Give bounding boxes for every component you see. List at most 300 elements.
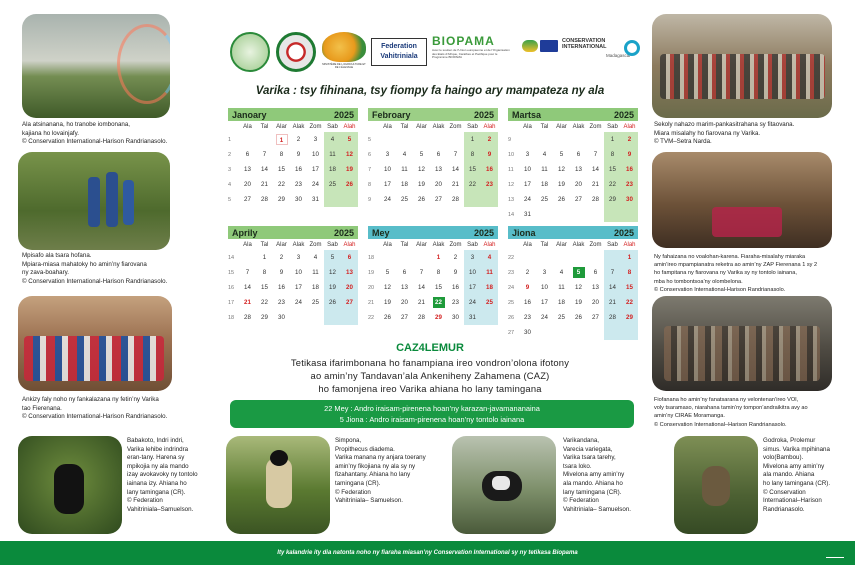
calendar-day: 23 — [486, 181, 493, 188]
calendar-day: 2 — [487, 136, 492, 143]
calendar-day: 20 — [435, 181, 442, 188]
photo-school-award — [652, 14, 832, 118]
calendar-day: 18 — [558, 299, 565, 306]
calendar-day: 18 — [401, 181, 408, 188]
calendar-day: 6 — [436, 151, 441, 158]
calendar-day: 12 — [418, 166, 425, 173]
calendar-day: 23 — [524, 314, 531, 321]
weekday-label: Zom — [449, 123, 462, 130]
calendar-day: 21 — [244, 299, 251, 306]
calendar-day: 11 — [486, 269, 493, 276]
calendar-day: 10 — [295, 269, 302, 276]
weekday-label: Alak — [572, 241, 585, 248]
calendar-day: 18 — [541, 181, 548, 188]
calendar-day: 23 — [278, 299, 285, 306]
month-name: Janoary — [232, 109, 267, 120]
week-number: 22 — [368, 314, 375, 321]
calendar-day: 27 — [401, 314, 408, 321]
calendar-day: 6 — [593, 269, 598, 276]
weekday-label: Zom — [449, 241, 462, 248]
page-title: Varika : tsy fihinana, tsy fiompy fa haingo ary mampateza ny ala — [255, 85, 605, 97]
calendar-day: 1 — [262, 254, 267, 261]
calendar-day: 28 — [592, 196, 599, 203]
weekday-label: Alak — [292, 123, 305, 130]
calendar-day: 21 — [418, 299, 425, 306]
month-year: 2025 — [333, 227, 354, 238]
calendar-day: 29 — [435, 314, 442, 321]
calendar-day: 16 — [278, 284, 285, 291]
calendar-day: 19 — [346, 166, 353, 173]
calendar-day: 11 — [329, 151, 336, 158]
calendar-week-row — [228, 265, 358, 280]
calendar-day: 27 — [244, 196, 251, 203]
calendar-day: 8 — [436, 269, 441, 276]
week-number: 9 — [368, 196, 372, 203]
weekday-label: Tal — [260, 241, 269, 248]
calendar-day — [430, 297, 447, 308]
caption-indri: Babakoto, Indri indri, Varika lehibe indrindra eran-tany. Harena sy mpikojia ny ala mando izay avokavoky ny tontolo iainana izy. Ahiana ho lany tamingana (CR). © Federation Vahitriniala–Samuelson. — [127, 437, 198, 513]
acp-flag-icon — [522, 40, 538, 52]
logo-conservation-international — [562, 38, 642, 72]
calendar-week-row — [368, 147, 498, 162]
calendar-day: 28 — [452, 196, 459, 203]
calendar-aprily — [228, 226, 358, 325]
calendar-day: 16 — [295, 166, 302, 173]
calendar-week-row — [508, 147, 638, 162]
calendar-day: 16 — [486, 166, 493, 173]
highlighted-event-day: 22 — [433, 297, 445, 308]
calendar-day: 19 — [558, 181, 565, 188]
calendar-day: 11 — [312, 269, 319, 276]
weekday-label: Alar — [556, 241, 567, 248]
calendar-day: 29 — [609, 196, 616, 203]
calendar-day: 16 — [626, 166, 633, 173]
calendar-day: 7 — [593, 151, 598, 158]
calendar-day: 22 — [261, 299, 268, 306]
calendar-week-row — [228, 310, 358, 325]
caption-teachers: Ny fahaizana no voalohan-karena. Fiaraha-misalahy miaraka amin’ireo mpampianatra reketra ao amin’ny ZAP Fierenana 1 sy 2 ho fampitana ny fiarovana ny Varika sy ny tontolo iainana, mba ho tombontsoa’ny olombelona. © Conservation International-Harison Randrianasolo. — [654, 254, 818, 293]
calendar-day: 14 — [418, 284, 425, 291]
eu-flag-icon — [540, 40, 558, 52]
weekday-label: Zom — [309, 241, 322, 248]
calendar-day: 6 — [245, 151, 250, 158]
week-number: 1 — [228, 136, 232, 143]
calendar-day: 3 — [525, 151, 530, 158]
calendar-day: 2 — [453, 254, 458, 261]
caption-forest-guards: Mpisafo ala tsara hofana. Mpiara-miasa mahatoky ho amin’ny fiarovana ny zava-boahary. © Conservation International-Harison Randrianasolo. — [22, 252, 168, 285]
weekday-header-row — [228, 121, 358, 132]
calendar-day: 24 — [524, 196, 531, 203]
calendar-day: 27 — [592, 314, 599, 321]
calendar-day: 15 — [261, 284, 268, 291]
week-number: 5 — [368, 136, 372, 143]
calendar-week-row — [368, 250, 498, 265]
calendar-day: 9 — [487, 151, 492, 158]
calendar-week-row — [228, 177, 358, 192]
weekday-label: Tal — [400, 123, 409, 130]
week-number: 9 — [508, 136, 512, 143]
calendar-day: 27 — [346, 299, 353, 306]
calendar-day: 23 — [626, 181, 633, 188]
event-biodiversity: 22 Mey : Andro iraisam-pirenena hoan’ny karazan-javamananaina — [324, 404, 540, 413]
week-number: 27 — [508, 329, 515, 336]
weekday-header-row — [368, 239, 498, 250]
photo-prolemur — [674, 436, 758, 534]
calendar-day: 6 — [402, 269, 407, 276]
calendar-day: 5 — [347, 136, 352, 143]
weekday-header-row — [228, 239, 358, 250]
calendar-day: 3 — [385, 151, 390, 158]
calendar-day: 22 — [609, 181, 616, 188]
calendar-day: 10 — [524, 166, 531, 173]
week-number: 17 — [228, 299, 235, 306]
weekday-label: Zom — [589, 241, 602, 248]
weekday-label: Alak — [292, 241, 305, 248]
signature-mark — [826, 548, 844, 558]
week-number: 10 — [508, 151, 515, 158]
calendar-week-row — [508, 192, 638, 207]
calendar-day: 5 — [419, 151, 424, 158]
photo-simpona-lemur — [226, 436, 330, 534]
weekday-label: Zom — [309, 123, 322, 130]
week-number: 18 — [368, 254, 375, 261]
week-number: 15 — [228, 269, 235, 276]
calendar-day: 15 — [278, 166, 285, 173]
calendar-day: 30 — [524, 329, 531, 336]
logo-federation: Federation Vahitriniala — [371, 38, 427, 66]
calendar-day: 15 — [435, 284, 442, 291]
calendar-day: 21 — [609, 299, 616, 306]
calendar-week-row — [368, 177, 498, 192]
month-name: Jiona — [512, 227, 536, 238]
logo-seal-2 — [276, 32, 316, 72]
calendar-day: 31 — [312, 196, 319, 203]
week-number: 14 — [228, 254, 235, 261]
weekday-label: Alah — [343, 123, 356, 130]
week-number: 8 — [368, 181, 372, 188]
calendar-day: 25 — [401, 196, 408, 203]
calendar-day: 28 — [609, 314, 616, 321]
week-number: 7 — [368, 166, 372, 173]
calendar-month-header — [228, 108, 358, 121]
calendar-day: 6 — [347, 254, 352, 261]
calendar-day: 21 — [261, 181, 268, 188]
calendar-day: 13 — [244, 166, 251, 173]
calendar-day: 8 — [262, 269, 267, 276]
calendar-day: 14 — [261, 166, 268, 173]
calendar-day: 17 — [524, 181, 531, 188]
calendar-day: 20 — [346, 284, 353, 291]
calendar-day: 9 — [627, 151, 632, 158]
holiday-day: 1 — [276, 134, 288, 145]
calendar-day: 10 — [469, 269, 476, 276]
calendar-day: 17 — [541, 299, 548, 306]
caption-rainbow: Ala atsinanana, ho tranobe iombonana, kajiana ho lovainjafy. © Conservation International-Harison Randrianasolo. — [22, 121, 168, 146]
calendar-day: 11 — [541, 166, 548, 173]
calendar-month-header — [228, 226, 358, 239]
calendar-month-header — [508, 108, 638, 121]
week-number: 21 — [368, 299, 375, 306]
photo-indri-lemur — [18, 436, 122, 534]
calendar-day — [273, 134, 290, 145]
photo-teachers-meeting — [652, 152, 832, 248]
weekday-label: Tal — [260, 123, 269, 130]
biopama-wordmark: BIOPAMA — [432, 34, 495, 48]
calendar-day: 18 — [486, 284, 493, 291]
calendar-day: 5 — [330, 254, 335, 261]
calendar-week-row — [508, 280, 638, 295]
month-name: Martsa — [512, 109, 542, 120]
weekday-label: Sab — [607, 123, 618, 130]
weekday-header-row — [508, 121, 638, 132]
calendar-day: 8 — [610, 151, 615, 158]
project-line-1: Tetikasa ifarimbonana ho fanampiana ireo vondron’olona ifotony — [290, 357, 570, 368]
calendar-day: 24 — [384, 196, 391, 203]
calendar-day: 1 — [627, 254, 632, 261]
calendar-day: 10 — [312, 151, 319, 158]
calendar-martsa — [508, 108, 638, 222]
weekday-label: Sab — [327, 123, 338, 130]
week-number: 24 — [508, 284, 515, 291]
week-number: 18 — [228, 314, 235, 321]
calendar-day: 10 — [541, 284, 548, 291]
calendar-day: 13 — [435, 166, 442, 173]
project-line-2: ao amin’ny Tandavan’ala Ankeniheny Zahamena (CAZ) — [310, 370, 550, 381]
calendar-jiona — [508, 226, 638, 340]
month-year: 2025 — [473, 109, 494, 120]
calendar-day: 1 — [610, 136, 615, 143]
photo-forest-guards — [18, 152, 170, 250]
calendar-day: 11 — [558, 284, 565, 291]
calendar-day: 7 — [262, 151, 267, 158]
weekday-label: Alar — [416, 241, 427, 248]
calendar-day: 13 — [575, 166, 582, 173]
calendar-day: 25 — [558, 314, 565, 321]
calendar-day: 4 — [313, 254, 318, 261]
calendar-week-row — [508, 250, 638, 265]
calendar-day: 24 — [469, 299, 476, 306]
weekday-label: Sab — [467, 241, 478, 248]
calendar-day: 26 — [346, 181, 353, 188]
calendar-day: 12 — [329, 269, 336, 276]
calendar-day: 30 — [452, 314, 459, 321]
weekday-label: Ala — [523, 123, 532, 130]
calendar-day: 30 — [626, 196, 633, 203]
calendar-day: 29 — [626, 314, 633, 321]
calendar-day: 7 — [419, 269, 424, 276]
calendar-week-row — [368, 132, 498, 147]
calendar-day: 17 — [469, 284, 476, 291]
calendar-day: 12 — [384, 284, 391, 291]
calendar-day: 23 — [452, 299, 459, 306]
calendar-day: 17 — [312, 166, 319, 173]
calendar-day: 2 — [296, 136, 301, 143]
calendar-day: 25 — [329, 181, 336, 188]
month-name: Aprily — [232, 227, 258, 238]
weekday-label: Alar — [276, 123, 287, 130]
calendar-day: 1 — [436, 254, 441, 261]
calendar-day: 9 — [279, 269, 284, 276]
calendar-day: 17 — [295, 284, 302, 291]
month-name: Febroary — [372, 109, 411, 120]
calendar-week-row — [368, 280, 498, 295]
calendar-week-row — [228, 250, 358, 265]
calendar-week-row — [228, 147, 358, 162]
calendar-day: 8 — [627, 269, 632, 276]
calendar-week-row — [508, 177, 638, 192]
photo-varecia-lemur — [452, 436, 556, 534]
weekday-label: Sab — [467, 123, 478, 130]
calendar-day: 16 — [524, 299, 531, 306]
weekday-label: Alak — [432, 241, 445, 248]
calendar-day: 2 — [525, 269, 530, 276]
weekday-label: Ala — [523, 241, 532, 248]
weekday-label: Tal — [540, 123, 549, 130]
week-number: 6 — [368, 151, 372, 158]
caz4lemur-heading: CAZ4LEMUR — [396, 342, 464, 354]
calendar-day: 21 — [592, 181, 599, 188]
calendar-day: 30 — [295, 196, 302, 203]
month-year: 2025 — [613, 227, 634, 238]
calendar-day: 11 — [401, 166, 408, 173]
calendar-day: 15 — [609, 166, 616, 173]
week-number: 4 — [228, 181, 232, 188]
week-number: 22 — [508, 254, 515, 261]
calendar-day: 9 — [453, 269, 458, 276]
calendar-day: 27 — [575, 196, 582, 203]
calendar-mey — [368, 226, 498, 325]
calendar-day: 13 — [401, 284, 408, 291]
weekday-label: Ala — [383, 241, 392, 248]
calendar-day: 4 — [402, 151, 407, 158]
logo-seal-1 — [230, 32, 270, 72]
calendar-week-row — [508, 207, 638, 222]
calendar-day: 15 — [626, 284, 633, 291]
weekday-label: Alah — [623, 241, 636, 248]
weekday-header-row — [508, 239, 638, 250]
calendar-day: 15 — [469, 166, 476, 173]
calendar-day: 29 — [261, 314, 268, 321]
calendar-week-row — [368, 310, 498, 325]
calendar-day: 4 — [487, 254, 492, 261]
calendar-day: 19 — [418, 181, 425, 188]
weekday-label: Tal — [540, 241, 549, 248]
ci-line2: INTERNATIONAL — [562, 44, 607, 50]
photo-rainbow-forest — [22, 14, 170, 118]
calendar-day: 20 — [575, 181, 582, 188]
calendar-day: 24 — [541, 314, 548, 321]
week-number: 20 — [368, 284, 375, 291]
calendar-day: 14 — [244, 284, 251, 291]
caption-varecia: Varikandana, Varecia variegata, Varika tsara tarehy, tsara loko. Mivelona amy amin’ny ala mando. Ahiana ho lany tamingana (CR). © Federation Vahitriniala– Samuelson. — [563, 437, 631, 513]
calendar-day: 27 — [435, 196, 442, 203]
caption-training: Fiofanana ho amin’ny fanatsarana ny velontenan’ireo VOI, voly tsaramaso, niarahana tamin’ny tompon’andraikitra avy ao amin’ny CIRAE Moramanga. © Conservation International–Harison Randrianasolo. — [654, 397, 808, 428]
calendar-day: 22 — [626, 299, 633, 306]
week-number: 19 — [368, 269, 375, 276]
week-number: 16 — [228, 284, 235, 291]
highlighted-event-day: 5 — [573, 267, 585, 278]
week-number: 26 — [508, 314, 515, 321]
weekday-label: Tal — [400, 241, 409, 248]
calendar-day: 16 — [452, 284, 459, 291]
calendar-day: 3 — [542, 269, 547, 276]
calendar-week-row — [508, 162, 638, 177]
calendar-day: 25 — [541, 196, 548, 203]
calendar-day: 28 — [261, 196, 268, 203]
calendar-day: 2 — [627, 136, 632, 143]
calendar-day: 9 — [296, 151, 301, 158]
week-number: 11 — [508, 166, 514, 173]
calendar-day: 3 — [470, 254, 475, 261]
calendar-day: 12 — [346, 151, 353, 158]
ci-line3: Madagascar — [606, 53, 631, 58]
weekday-label: Alar — [276, 241, 287, 248]
weekday-header-row — [368, 121, 498, 132]
calendar-day: 18 — [312, 284, 319, 291]
weekday-label: Alar — [416, 123, 427, 130]
calendar-day: 12 — [558, 166, 565, 173]
weekday-label: Ala — [243, 241, 252, 248]
calendar-day: 26 — [418, 196, 425, 203]
calendar-week-row — [368, 192, 498, 207]
calendar-day: 20 — [244, 181, 251, 188]
calendar-day: 19 — [384, 299, 391, 306]
events-banner — [230, 400, 634, 428]
project-line-3: ho famonjena ireo Varika ahiana ho lany tamingana — [318, 383, 542, 394]
week-number: 13 — [508, 196, 515, 203]
calendar-day: 3 — [313, 136, 318, 143]
calendar-day: 26 — [558, 196, 565, 203]
calendar-week-row — [508, 132, 638, 147]
calendar-day: 14 — [592, 166, 599, 173]
calendar-month-header — [368, 226, 498, 239]
caption-simpona: Simpona, Propithecus diadema. Varika manana ny anjara toerany amin’ny fikojiana ny ala sy ny fizahantany. Ahiana ho lany tamingana (CR). © Federation Vahitriniala– Samuelson. — [335, 437, 426, 505]
calendar-day: 7 — [610, 269, 615, 276]
calendar-day: 2 — [279, 254, 284, 261]
weekday-label: Alah — [483, 123, 496, 130]
calendar-day: 12 — [575, 284, 582, 291]
weekday-label: Alar — [556, 123, 567, 130]
calendar-day: 5 — [559, 151, 564, 158]
week-number: 5 — [228, 196, 232, 203]
photo-training-session — [652, 296, 832, 391]
calendar-day: 17 — [384, 181, 391, 188]
calendar-week-row — [228, 280, 358, 295]
footer-banner: Ity kalandrie ity dia natonta noho ny fiaraha miasan’ny Conservation International sy ny tetikasa Biopama — [0, 541, 855, 565]
calendar-day: 21 — [452, 181, 459, 188]
calendar-day: 14 — [609, 284, 616, 291]
biopama-subtitle: Avec le soutien de l'Union européenne et de l'Organisation des Etats d'Afrique, Caraïbes et Pacifique pour le Programme BIOPAMA — [432, 48, 510, 60]
calendar-day: 19 — [329, 284, 336, 291]
calendar-day: 19 — [575, 299, 582, 306]
calendar-day: 1 — [470, 136, 475, 143]
calendar-day: 14 — [452, 166, 459, 173]
calendar-day: 8 — [470, 151, 475, 158]
calendar-janoary — [228, 108, 358, 207]
calendar-day: 24 — [312, 181, 319, 188]
calendar-day: 23 — [295, 181, 302, 188]
weekday-label: Alah — [623, 123, 636, 130]
week-number: 12 — [508, 181, 515, 188]
week-number: 2 — [228, 151, 232, 158]
calendar-day: 13 — [346, 269, 353, 276]
calendar-week-row — [508, 310, 638, 325]
calendar-week-row — [508, 325, 638, 340]
weekday-label: Alah — [343, 241, 356, 248]
week-number: 23 — [508, 269, 515, 276]
calendar-week-row — [368, 162, 498, 177]
caption-children: Ankizy faly noho ny fankalazana ny fetin’ny Varika tao Fierenana. © Conservation International-Harison Randrianasolo. — [22, 396, 168, 421]
